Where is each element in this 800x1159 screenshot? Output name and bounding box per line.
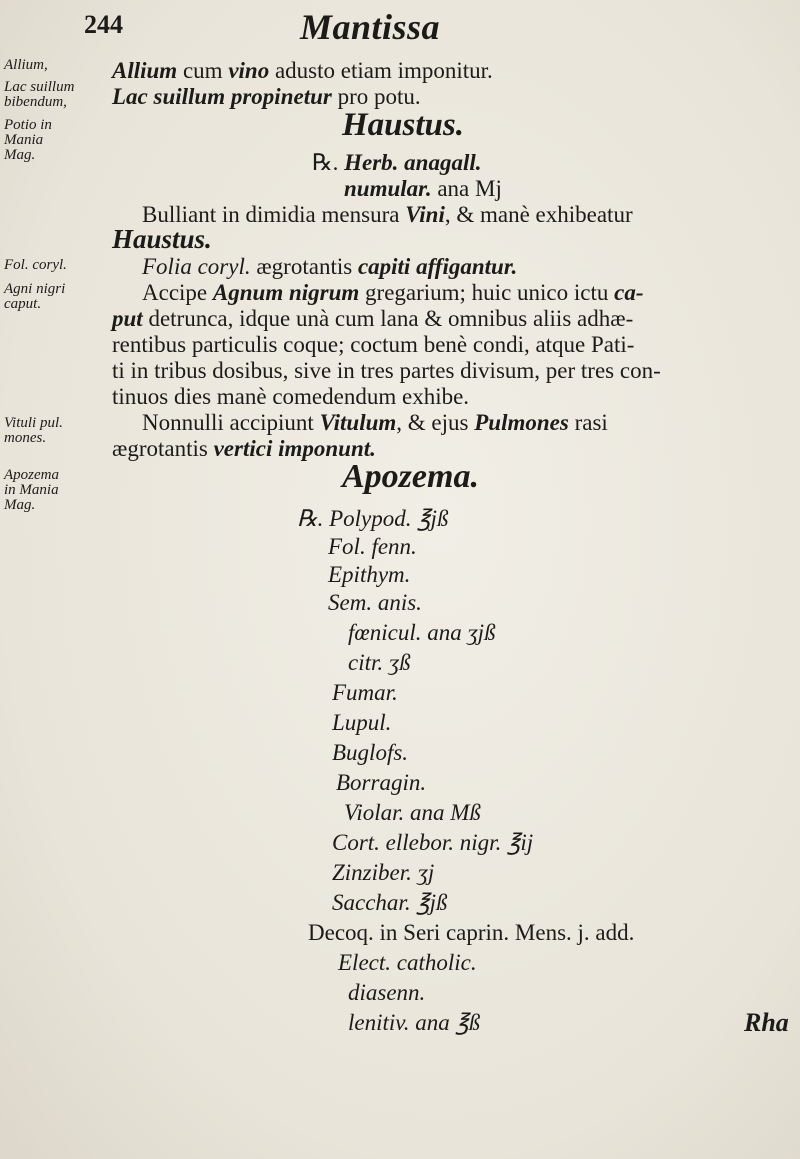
recipe-line: ℞. Polypod. ℥jß (297, 506, 449, 531)
recipe-line: Fol. fenn. (328, 534, 417, 559)
text-line: ægrotantis vertici imponunt. (112, 436, 376, 461)
recipe-line: diasenn. (348, 980, 426, 1005)
recipe-line: Sacchar. ℥jß (332, 890, 448, 915)
text-line: Bulliant in dimidia mensura Vini, & manè exhibeatur (142, 202, 633, 227)
running-head: Mantissa (300, 7, 441, 47)
recipe-line: fœnicul. ana ʒjß (348, 620, 496, 645)
text-line: Nonnulli accipiunt Vitulum, & ejus Pulmones rasi (142, 410, 608, 435)
text-line: tinuos dies manè comedendum exhibe. (112, 384, 470, 409)
page-header (60, 6, 760, 50)
section-heading: Haustus. (342, 107, 464, 143)
text-line: numular. ana Mj (344, 176, 502, 201)
text-line: Folia coryl. ægrotantis capiti affigantur. (142, 254, 518, 279)
recipe-line: Borragin. (336, 770, 427, 795)
page-number: 244 (84, 10, 123, 39)
margin-note-lac: Lac suillum bibendum, (4, 79, 75, 110)
margin-note-fol-coryl: Fol. coryl. (4, 257, 67, 273)
recipe-line: Fumar. (332, 680, 398, 705)
catchword: Rha (744, 1008, 789, 1037)
recipe-line: Violar. ana Mß (344, 800, 481, 825)
recipe-line: citr. ʒß (348, 650, 411, 675)
margin-note-agni: Agni nigri caput. (4, 281, 66, 312)
text-line: Lac suillum propinetur pro potu. (112, 84, 421, 109)
recipe-line: Epithym. (328, 562, 411, 587)
text-line: put detrunca, idque unà cum lana & omnibus aliis adhæ- (112, 306, 634, 331)
recipe-line: Buglofs. (332, 740, 409, 765)
text-line: Accipe Agnum nigrum gregarium; huic unico ictu ca- (142, 280, 644, 305)
margin-note-allium: Allium, (4, 57, 48, 73)
section-heading-apozema: Apozema. (342, 458, 479, 495)
margin-note-apozema: Apozema in Mania Mag. (4, 467, 59, 513)
margin-note-potio: Potio in Mania Mag. (4, 117, 52, 163)
recipe-line: Sem. anis. (328, 590, 422, 615)
recipe-line: Lupul. (332, 710, 392, 735)
text-line: Allium cum vino adusto etiam imponitur. (112, 58, 493, 83)
recipe-line: Zinziber. ʒj (332, 860, 435, 885)
text-line: ti in tribus dosibus, sive in tres partes divisum, per tres con- (112, 358, 661, 383)
recipe-line: Elect. catholic. (338, 950, 477, 975)
text-line: Haustus. (112, 224, 212, 254)
recipe-line: lenitiv. ana ℥ß (348, 1010, 481, 1035)
recipe-line: Decoq. in Seri caprin. Mens. j. add. (308, 920, 635, 945)
text-line: ℞. Herb. anagall. (312, 150, 482, 175)
recipe-line: Cort. ellebor. nigr. ℥ij (332, 830, 534, 855)
margin-note-vituli: Vituli pul. mones. (4, 415, 63, 446)
text-line: rentibus particulis coque; coctum benè condi, atque Pati- (112, 332, 635, 357)
